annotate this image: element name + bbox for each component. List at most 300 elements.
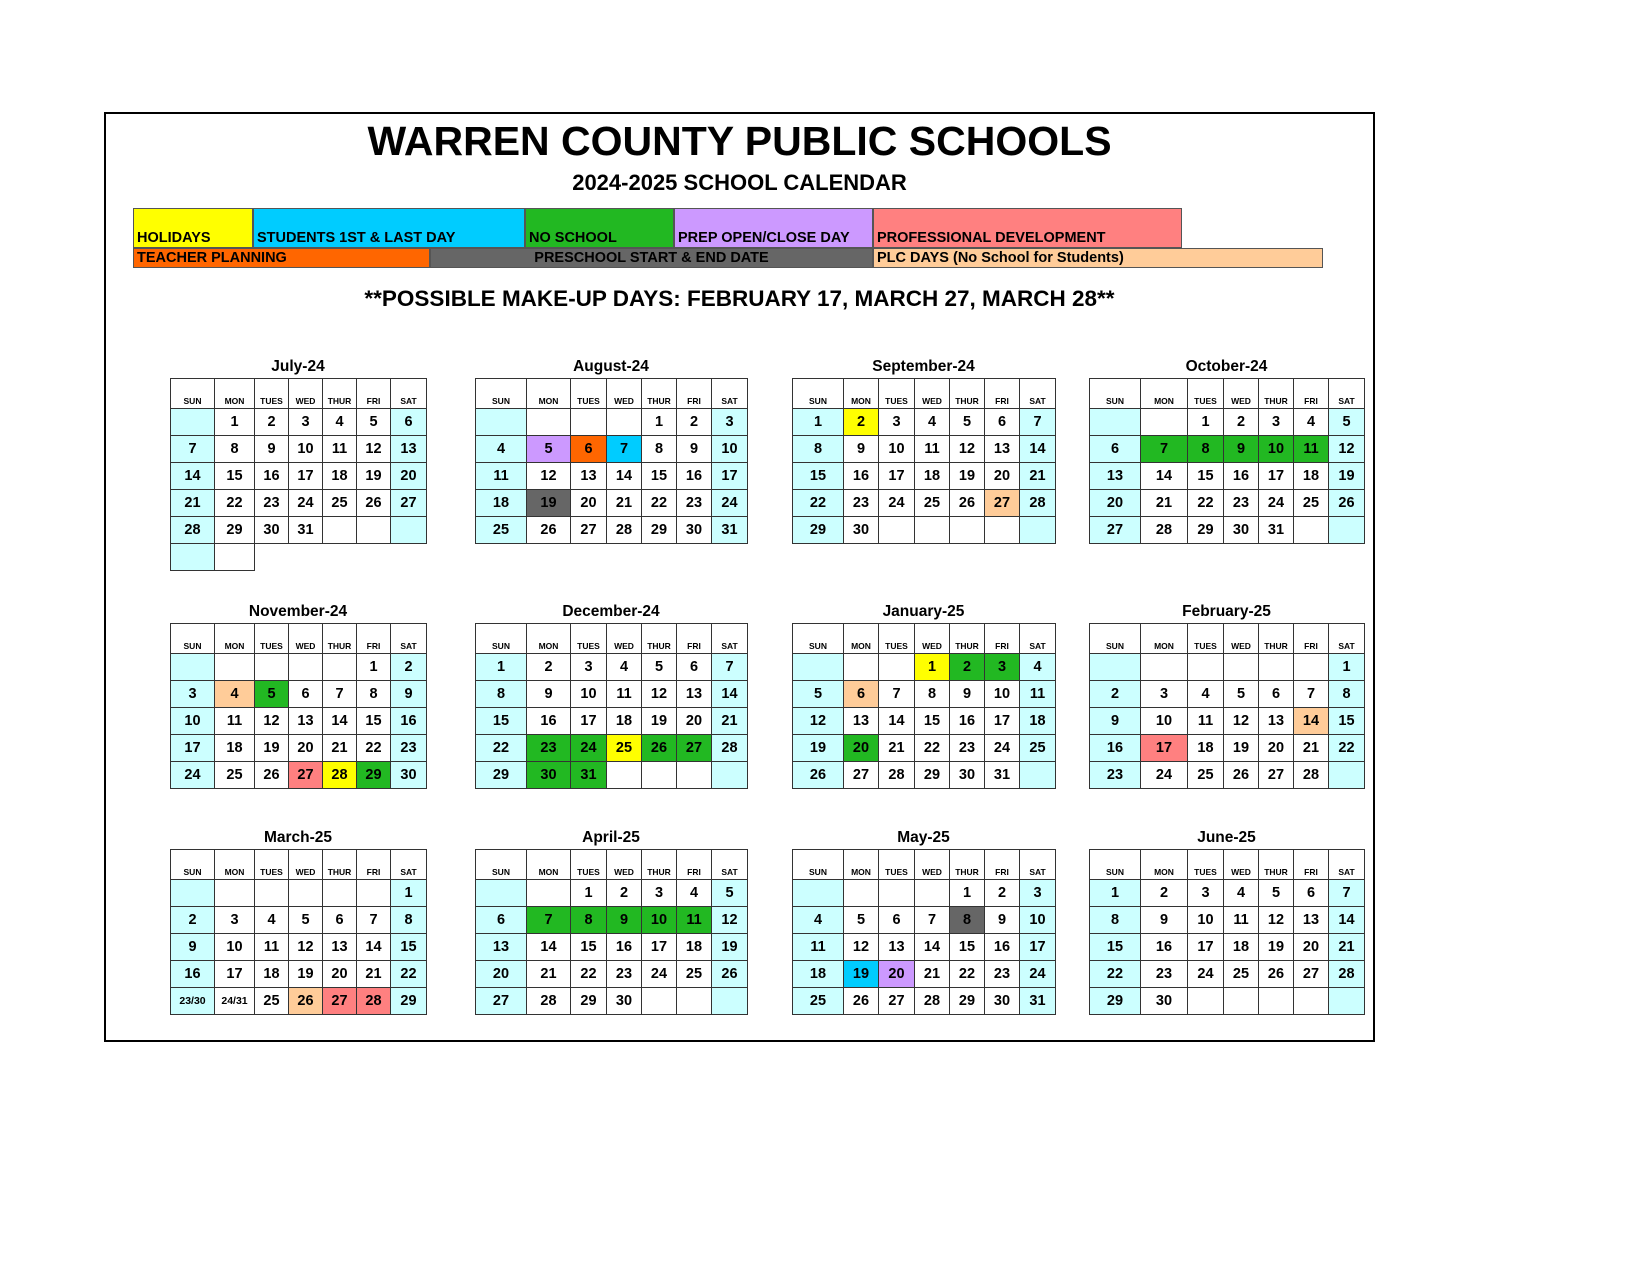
weekday-header: FRI xyxy=(677,379,712,409)
day-cell: 3 xyxy=(1259,409,1294,436)
day-cell: 11 xyxy=(1020,681,1056,708)
empty-cell xyxy=(793,880,844,907)
day-cell: 17 xyxy=(1259,463,1294,490)
day-cell: 20 xyxy=(1294,934,1329,961)
weekday-header: SAT xyxy=(391,624,427,654)
empty-cell xyxy=(985,517,1020,544)
day-cell: 20 xyxy=(985,463,1020,490)
week-row xyxy=(1090,961,1365,988)
week-row xyxy=(793,934,1056,961)
weekday-header: TUES xyxy=(1188,624,1224,654)
week-row xyxy=(171,762,427,789)
day-cell: 11 xyxy=(793,934,844,961)
day-cell: 17 xyxy=(289,463,323,490)
day-cell: 23 xyxy=(607,961,642,988)
day-cell: 27 xyxy=(289,762,323,789)
day-cell: 28 xyxy=(915,988,950,1015)
day-cell: 26 xyxy=(844,988,879,1015)
day-cell: 28 xyxy=(171,517,215,544)
day-cell: 12 xyxy=(1329,436,1365,463)
week-row xyxy=(793,436,1056,463)
day-cell: 10 xyxy=(712,436,748,463)
weekday-header: FRI xyxy=(985,624,1020,654)
day-cell: 16 xyxy=(985,934,1020,961)
day-cell: 28 xyxy=(1020,490,1056,517)
day-cell: 5 xyxy=(289,907,323,934)
day-cell: 21 xyxy=(1329,934,1365,961)
day-cell: 1 xyxy=(1090,880,1141,907)
day-cell: 22 xyxy=(391,961,427,988)
day-cell: 21 xyxy=(879,735,915,762)
day-cell: 23/30 xyxy=(171,988,215,1015)
day-cell: 5 xyxy=(793,681,844,708)
day-cell: 14 xyxy=(1020,436,1056,463)
week-row xyxy=(1090,907,1365,934)
day-cell: 16 xyxy=(844,463,879,490)
day-cell: 28 xyxy=(323,762,357,789)
day-cell: 5 xyxy=(1259,880,1294,907)
day-cell: 21 xyxy=(527,961,571,988)
week-row xyxy=(793,490,1056,517)
day-cell: 30 xyxy=(985,988,1020,1015)
day-cell: 9 xyxy=(255,436,289,463)
day-cell: 25 xyxy=(1020,735,1056,762)
empty-cell xyxy=(607,409,642,436)
day-cell: 4 xyxy=(323,409,357,436)
day-cell: 16 xyxy=(607,934,642,961)
weekday-header: SAT xyxy=(391,850,427,880)
day-cell: 15 xyxy=(1329,708,1365,735)
weekday-header: WED xyxy=(289,624,323,654)
day-cell: 17 xyxy=(712,463,748,490)
weekday-header: MON xyxy=(1141,850,1188,880)
empty-cell xyxy=(1141,409,1188,436)
weekday-header: TUES xyxy=(255,379,289,409)
empty-cell xyxy=(844,654,879,681)
day-cell: 17 xyxy=(1141,735,1188,762)
day-cell: 2 xyxy=(677,409,712,436)
month-grid xyxy=(170,849,427,1015)
empty-cell xyxy=(255,880,289,907)
day-cell: 31 xyxy=(712,517,748,544)
day-cell: 8 xyxy=(391,907,427,934)
day-cell: 19 xyxy=(793,735,844,762)
day-cell: 20 xyxy=(879,961,915,988)
day-cell: 31 xyxy=(1259,517,1294,544)
weekday-header: THUR xyxy=(950,379,985,409)
day-cell: 13 xyxy=(879,934,915,961)
week-row xyxy=(171,517,427,544)
weekday-header: MON xyxy=(527,850,571,880)
week-row xyxy=(476,681,748,708)
day-cell: 9 xyxy=(391,681,427,708)
week-row xyxy=(171,907,427,934)
month-grid xyxy=(792,623,1056,789)
weekday-header: TUES xyxy=(879,850,915,880)
empty-cell xyxy=(677,988,712,1015)
day-cell: 10 xyxy=(1141,708,1188,735)
day-cell: 30 xyxy=(950,762,985,789)
day-cell: 20 xyxy=(677,708,712,735)
weekday-header: SUN xyxy=(793,624,844,654)
weekday-header: THUR xyxy=(323,850,357,880)
day-cell: 27 xyxy=(985,490,1020,517)
day-cell: 9 xyxy=(950,681,985,708)
week-row xyxy=(793,907,1056,934)
day-cell: 15 xyxy=(915,708,950,735)
day-cell: 29 xyxy=(476,762,527,789)
legend-label: PRESCHOOL START & END DATE xyxy=(534,250,769,266)
day-cell: 14 xyxy=(357,934,391,961)
day-cell: 25 xyxy=(1188,762,1224,789)
day-cell: 23 xyxy=(950,735,985,762)
day-cell: 5 xyxy=(642,654,677,681)
day-cell: 3 xyxy=(215,907,255,934)
day-cell: 24 xyxy=(289,490,323,517)
day-cell: 15 xyxy=(357,708,391,735)
day-cell: 11 xyxy=(323,436,357,463)
day-cell: 6 xyxy=(985,409,1020,436)
empty-cell xyxy=(915,880,950,907)
day-cell: 24 xyxy=(571,735,607,762)
empty-cell xyxy=(915,517,950,544)
day-cell: 6 xyxy=(1294,880,1329,907)
weekday-header: FRI xyxy=(357,624,391,654)
day-cell: 11 xyxy=(255,934,289,961)
weekday-header: SAT xyxy=(1329,850,1365,880)
day-cell: 3 xyxy=(985,654,1020,681)
empty-cell xyxy=(712,762,748,789)
empty-cell xyxy=(357,517,391,544)
empty-cell xyxy=(357,880,391,907)
day-cell: 23 xyxy=(255,490,289,517)
day-cell: 16 xyxy=(1141,934,1188,961)
week-row xyxy=(476,988,748,1015)
day-cell: 21 xyxy=(357,961,391,988)
day-cell: 13 xyxy=(1090,463,1141,490)
weekday-header: FRI xyxy=(357,379,391,409)
day-cell: 13 xyxy=(289,708,323,735)
day-cell: 21 xyxy=(1141,490,1188,517)
day-cell: 1 xyxy=(1329,654,1365,681)
weekday-header: SUN xyxy=(793,850,844,880)
empty-cell xyxy=(950,517,985,544)
day-cell: 17 xyxy=(1188,934,1224,961)
week-row xyxy=(1090,681,1365,708)
week-row xyxy=(171,880,427,907)
day-cell: 2 xyxy=(255,409,289,436)
day-cell: 5 xyxy=(255,681,289,708)
weekday-header: TUES xyxy=(1188,850,1224,880)
day-cell: 5 xyxy=(357,409,391,436)
month-title: April-25 xyxy=(582,829,640,846)
day-cell: 27 xyxy=(677,735,712,762)
day-cell: 24 xyxy=(171,762,215,789)
day-cell: 26 xyxy=(642,735,677,762)
day-cell: 12 xyxy=(357,436,391,463)
legend-label: PLC DAYS (No School for Students) xyxy=(877,250,1124,266)
day-cell: 26 xyxy=(1329,490,1365,517)
day-cell: 11 xyxy=(476,463,527,490)
day-cell: 14 xyxy=(1329,907,1365,934)
day-cell: 29 xyxy=(571,988,607,1015)
empty-cell xyxy=(255,654,289,681)
weekday-header: SAT xyxy=(1329,624,1365,654)
day-cell: 16 xyxy=(677,463,712,490)
weekday-header: MON xyxy=(527,624,571,654)
day-cell: 14 xyxy=(712,681,748,708)
day-cell: 24 xyxy=(1188,961,1224,988)
weekday-header: THUR xyxy=(323,379,357,409)
empty-cell xyxy=(171,544,215,571)
day-cell: 28 xyxy=(527,988,571,1015)
day-cell: 9 xyxy=(607,907,642,934)
day-cell: 6 xyxy=(1090,436,1141,463)
week-row xyxy=(1090,436,1365,463)
day-cell: 24/31 xyxy=(215,988,255,1015)
weekday-header: SAT xyxy=(391,379,427,409)
day-cell: 22 xyxy=(476,735,527,762)
day-cell: 17 xyxy=(215,961,255,988)
day-cell: 28 xyxy=(879,762,915,789)
day-cell: 8 xyxy=(215,436,255,463)
day-cell: 29 xyxy=(950,988,985,1015)
day-cell: 13 xyxy=(476,934,527,961)
month-grid xyxy=(1089,623,1365,789)
empty-cell xyxy=(215,654,255,681)
empty-cell xyxy=(1294,988,1329,1015)
day-cell: 7 xyxy=(712,654,748,681)
day-cell: 16 xyxy=(527,708,571,735)
weekday-header: MON xyxy=(1141,624,1188,654)
day-cell: 26 xyxy=(255,762,289,789)
weekday-header: FRI xyxy=(677,624,712,654)
week-row xyxy=(171,708,427,735)
day-cell: 3 xyxy=(712,409,748,436)
day-cell: 19 xyxy=(289,961,323,988)
day-cell: 6 xyxy=(476,907,527,934)
day-cell: 28 xyxy=(1294,762,1329,789)
day-cell: 4 xyxy=(677,880,712,907)
week-row xyxy=(1090,735,1365,762)
empty-cell xyxy=(1329,988,1365,1015)
day-cell: 26 xyxy=(950,490,985,517)
day-cell: 27 xyxy=(844,762,879,789)
day-cell: 31 xyxy=(289,517,323,544)
weekday-header: TUES xyxy=(255,850,289,880)
week-row xyxy=(476,907,748,934)
day-cell: 30 xyxy=(607,988,642,1015)
day-cell: 22 xyxy=(915,735,950,762)
empty-cell xyxy=(1090,654,1141,681)
day-cell: 10 xyxy=(1259,436,1294,463)
day-cell: 26 xyxy=(712,961,748,988)
day-cell: 9 xyxy=(985,907,1020,934)
day-cell: 18 xyxy=(1294,463,1329,490)
day-cell: 4 xyxy=(1020,654,1056,681)
month-title: August-24 xyxy=(573,358,649,375)
weekday-header: TUES xyxy=(571,379,607,409)
weekday-header: SUN xyxy=(476,624,527,654)
day-cell: 19 xyxy=(712,934,748,961)
day-cell: 9 xyxy=(1141,907,1188,934)
month-grid xyxy=(170,623,427,789)
weekday-header: MON xyxy=(844,850,879,880)
month-title: May-25 xyxy=(897,829,950,846)
day-cell: 4 xyxy=(1188,681,1224,708)
day-cell: 12 xyxy=(950,436,985,463)
day-cell: 17 xyxy=(571,708,607,735)
week-row xyxy=(171,463,427,490)
day-cell: 26 xyxy=(289,988,323,1015)
day-cell: 2 xyxy=(985,880,1020,907)
week-row xyxy=(1090,880,1365,907)
day-cell: 18 xyxy=(215,735,255,762)
weekday-header: SAT xyxy=(1020,850,1056,880)
week-row xyxy=(171,934,427,961)
legend-label: STUDENTS 1ST & LAST DAY xyxy=(257,230,456,246)
empty-cell xyxy=(1188,654,1224,681)
day-cell: 7 xyxy=(527,907,571,934)
day-cell: 17 xyxy=(171,735,215,762)
day-cell: 20 xyxy=(1090,490,1141,517)
day-cell: 25 xyxy=(476,517,527,544)
day-cell: 19 xyxy=(1224,735,1259,762)
day-cell: 2 xyxy=(844,409,879,436)
weekday-header: SAT xyxy=(1020,379,1056,409)
week-row xyxy=(793,961,1056,988)
empty-cell xyxy=(1329,517,1365,544)
day-cell: 31 xyxy=(985,762,1020,789)
day-cell: 20 xyxy=(571,490,607,517)
empty-cell xyxy=(289,654,323,681)
day-cell: 26 xyxy=(527,517,571,544)
day-cell: 28 xyxy=(357,988,391,1015)
empty-cell xyxy=(323,880,357,907)
weekday-header: SUN xyxy=(476,379,527,409)
day-cell: 1 xyxy=(793,409,844,436)
empty-cell xyxy=(712,988,748,1015)
day-cell: 12 xyxy=(793,708,844,735)
day-cell: 15 xyxy=(793,463,844,490)
day-cell: 18 xyxy=(1224,934,1259,961)
weekday-header: TUES xyxy=(879,379,915,409)
page-title: WARREN COUNTY PUBLIC SCHOOLS xyxy=(367,118,1112,164)
day-cell: 23 xyxy=(1224,490,1259,517)
day-cell: 8 xyxy=(915,681,950,708)
day-cell: 14 xyxy=(323,708,357,735)
week-row xyxy=(793,880,1056,907)
week-row xyxy=(1090,409,1365,436)
week-row xyxy=(793,735,1056,762)
day-cell: 31 xyxy=(1020,988,1056,1015)
legend-preschool-start-end xyxy=(430,248,873,268)
day-cell: 4 xyxy=(255,907,289,934)
day-cell: 1 xyxy=(357,654,391,681)
day-cell: 25 xyxy=(915,490,950,517)
month-title: December-24 xyxy=(562,603,660,620)
day-cell: 25 xyxy=(793,988,844,1015)
empty-cell xyxy=(289,880,323,907)
week-row xyxy=(793,463,1056,490)
day-cell: 8 xyxy=(1090,907,1141,934)
week-row xyxy=(793,762,1056,789)
week-row xyxy=(476,708,748,735)
day-cell: 29 xyxy=(357,762,391,789)
day-cell: 29 xyxy=(1090,988,1141,1015)
empty-cell xyxy=(793,654,844,681)
day-cell: 18 xyxy=(1020,708,1056,735)
day-cell: 6 xyxy=(1259,681,1294,708)
weekday-header: TUES xyxy=(571,850,607,880)
day-cell: 7 xyxy=(915,907,950,934)
legend-label: NO SCHOOL xyxy=(529,230,617,246)
day-cell: 6 xyxy=(677,654,712,681)
weekday-header: SAT xyxy=(1020,624,1056,654)
month-grid xyxy=(1089,849,1365,1015)
legend-label: PREP OPEN/CLOSE DAY xyxy=(678,230,850,246)
day-cell: 29 xyxy=(391,988,427,1015)
legend-label: PROFESSIONAL DEVELOPMENT xyxy=(877,230,1106,246)
week-row xyxy=(476,490,748,517)
day-cell: 28 xyxy=(607,517,642,544)
day-cell: 17 xyxy=(642,934,677,961)
weekday-header: WED xyxy=(289,379,323,409)
day-cell: 28 xyxy=(1141,517,1188,544)
weekday-header: WED xyxy=(1224,850,1259,880)
weekday-header: MON xyxy=(215,624,255,654)
weekday-header-row xyxy=(793,624,1056,654)
weekday-header: TUES xyxy=(255,624,289,654)
day-cell: 25 xyxy=(255,988,289,1015)
day-cell: 7 xyxy=(1141,436,1188,463)
day-cell: 5 xyxy=(712,880,748,907)
day-cell: 10 xyxy=(1020,907,1056,934)
week-row xyxy=(793,517,1056,544)
day-cell: 10 xyxy=(289,436,323,463)
day-cell: 30 xyxy=(844,517,879,544)
day-cell: 25 xyxy=(1224,961,1259,988)
empty-cell xyxy=(642,762,677,789)
day-cell: 16 xyxy=(171,961,215,988)
day-cell: 13 xyxy=(677,681,712,708)
week-row xyxy=(476,517,748,544)
day-cell: 10 xyxy=(642,907,677,934)
weekday-header-row xyxy=(171,624,427,654)
day-cell: 20 xyxy=(391,463,427,490)
empty-cell xyxy=(1329,762,1365,789)
week-row xyxy=(476,934,748,961)
weekday-header: SUN xyxy=(793,379,844,409)
day-cell: 19 xyxy=(1259,934,1294,961)
month-title: January-25 xyxy=(882,603,965,620)
day-cell: 25 xyxy=(323,490,357,517)
weekday-header: FRI xyxy=(985,379,1020,409)
legend-prep-open-close xyxy=(674,208,873,248)
day-cell: 6 xyxy=(844,681,879,708)
day-cell: 3 xyxy=(1188,880,1224,907)
day-cell: 30 xyxy=(677,517,712,544)
day-cell: 15 xyxy=(1090,934,1141,961)
weekday-header-row xyxy=(1090,850,1365,880)
legend-label: HOLIDAYS xyxy=(137,230,211,246)
day-cell: 25 xyxy=(1294,490,1329,517)
day-cell: 16 xyxy=(1224,463,1259,490)
empty-cell xyxy=(1294,517,1329,544)
day-cell: 12 xyxy=(844,934,879,961)
day-cell: 15 xyxy=(642,463,677,490)
day-cell: 28 xyxy=(1329,961,1365,988)
